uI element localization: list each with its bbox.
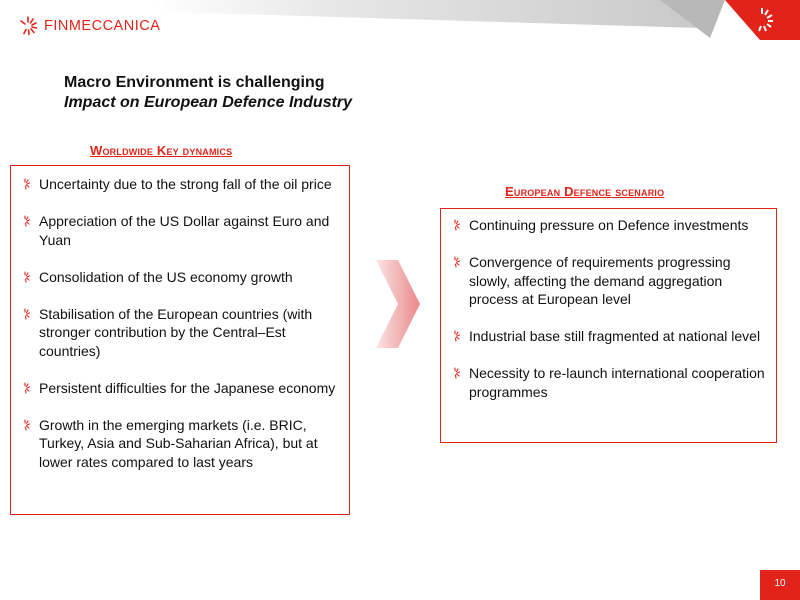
european-heading: European Defence scenario <box>505 184 665 199</box>
title-main: Macro Environment is challenging <box>64 74 325 91</box>
bullet-text: Stabilisation of the European countries (with stronger contribution by the Central–Est countries) <box>39 305 313 359</box>
bullet-mark <box>451 364 469 382</box>
bullet-text: Uncertainty due to the strong fall of the oil price <box>39 176 332 192</box>
bullet-mark <box>21 268 39 286</box>
bullet-star-icon <box>21 215 31 227</box>
bullet-item <box>451 327 768 346</box>
bullet-item <box>451 364 768 401</box>
bullet-star-icon <box>21 271 31 283</box>
page-number: 10 <box>774 578 786 589</box>
bullet-star-icon <box>451 219 461 231</box>
bullet-mark <box>21 175 39 193</box>
bullet-star-icon <box>451 330 461 342</box>
bullet-mark <box>451 216 469 234</box>
bullet-item <box>451 253 768 309</box>
bullet-text: Persistent difficulties for the Japanese economy <box>39 379 336 396</box>
finmeccanica-logo <box>18 16 160 36</box>
title-subtitle: Impact on European Defence Industry <box>64 94 353 111</box>
bullet-text: Continuing pressure on Defence investments <box>469 217 749 233</box>
bullet-star-icon <box>451 367 461 379</box>
bullet-text: Growth in the emerging markets (i.e. BRIC, Turkey, Asia and Sub-Saharian Africa), but at lower rates compared to last years <box>39 416 318 470</box>
bullet-item <box>21 305 341 361</box>
worldwide-list <box>21 175 341 471</box>
bullet-item <box>21 268 341 287</box>
bullet-star-icon <box>451 256 461 268</box>
slide-title <box>64 73 352 113</box>
bullet-star-icon <box>21 382 31 394</box>
bullet-mark <box>21 379 39 397</box>
bullet-text: Convergence of requirements progressing slowly, affecting the demand aggregation process at European level <box>469 254 731 307</box>
header-gray-stripe <box>150 0 700 28</box>
bullet-mark <box>21 305 39 323</box>
bullet-star-icon <box>21 178 31 190</box>
bullet-mark <box>451 327 469 345</box>
bullet-item <box>21 175 341 194</box>
bullet-text: Necessity to re-launch international cooperation programmes <box>469 365 765 400</box>
bullet-text: Appreciation of the US Dollar against Euro and Yuan <box>39 213 330 248</box>
worldwide-heading: Worldwide Key dynamics <box>90 143 233 158</box>
bullet-mark <box>21 416 39 434</box>
bullet-item <box>21 212 341 249</box>
bullet-item <box>21 416 341 472</box>
chevron-right-icon <box>372 258 422 350</box>
bullet-item <box>21 379 341 398</box>
logo-text: FINMECCANICA <box>44 18 161 34</box>
worldwide-box <box>10 165 350 515</box>
page-number-box <box>760 570 800 600</box>
bullet-text: Industrial base still fragmented at national level <box>469 328 761 344</box>
bullet-text: Consolidation of the US economy growth <box>39 268 293 285</box>
bullet-mark <box>451 253 469 271</box>
bullet-mark <box>21 212 39 230</box>
bullet-star-icon <box>21 308 31 320</box>
finmeccanica-star-icon <box>18 16 38 36</box>
european-list <box>451 216 768 401</box>
bullet-item <box>451 216 768 235</box>
bullet-star-icon <box>21 419 31 431</box>
header-red-wedge <box>725 0 800 40</box>
european-box <box>440 208 777 443</box>
